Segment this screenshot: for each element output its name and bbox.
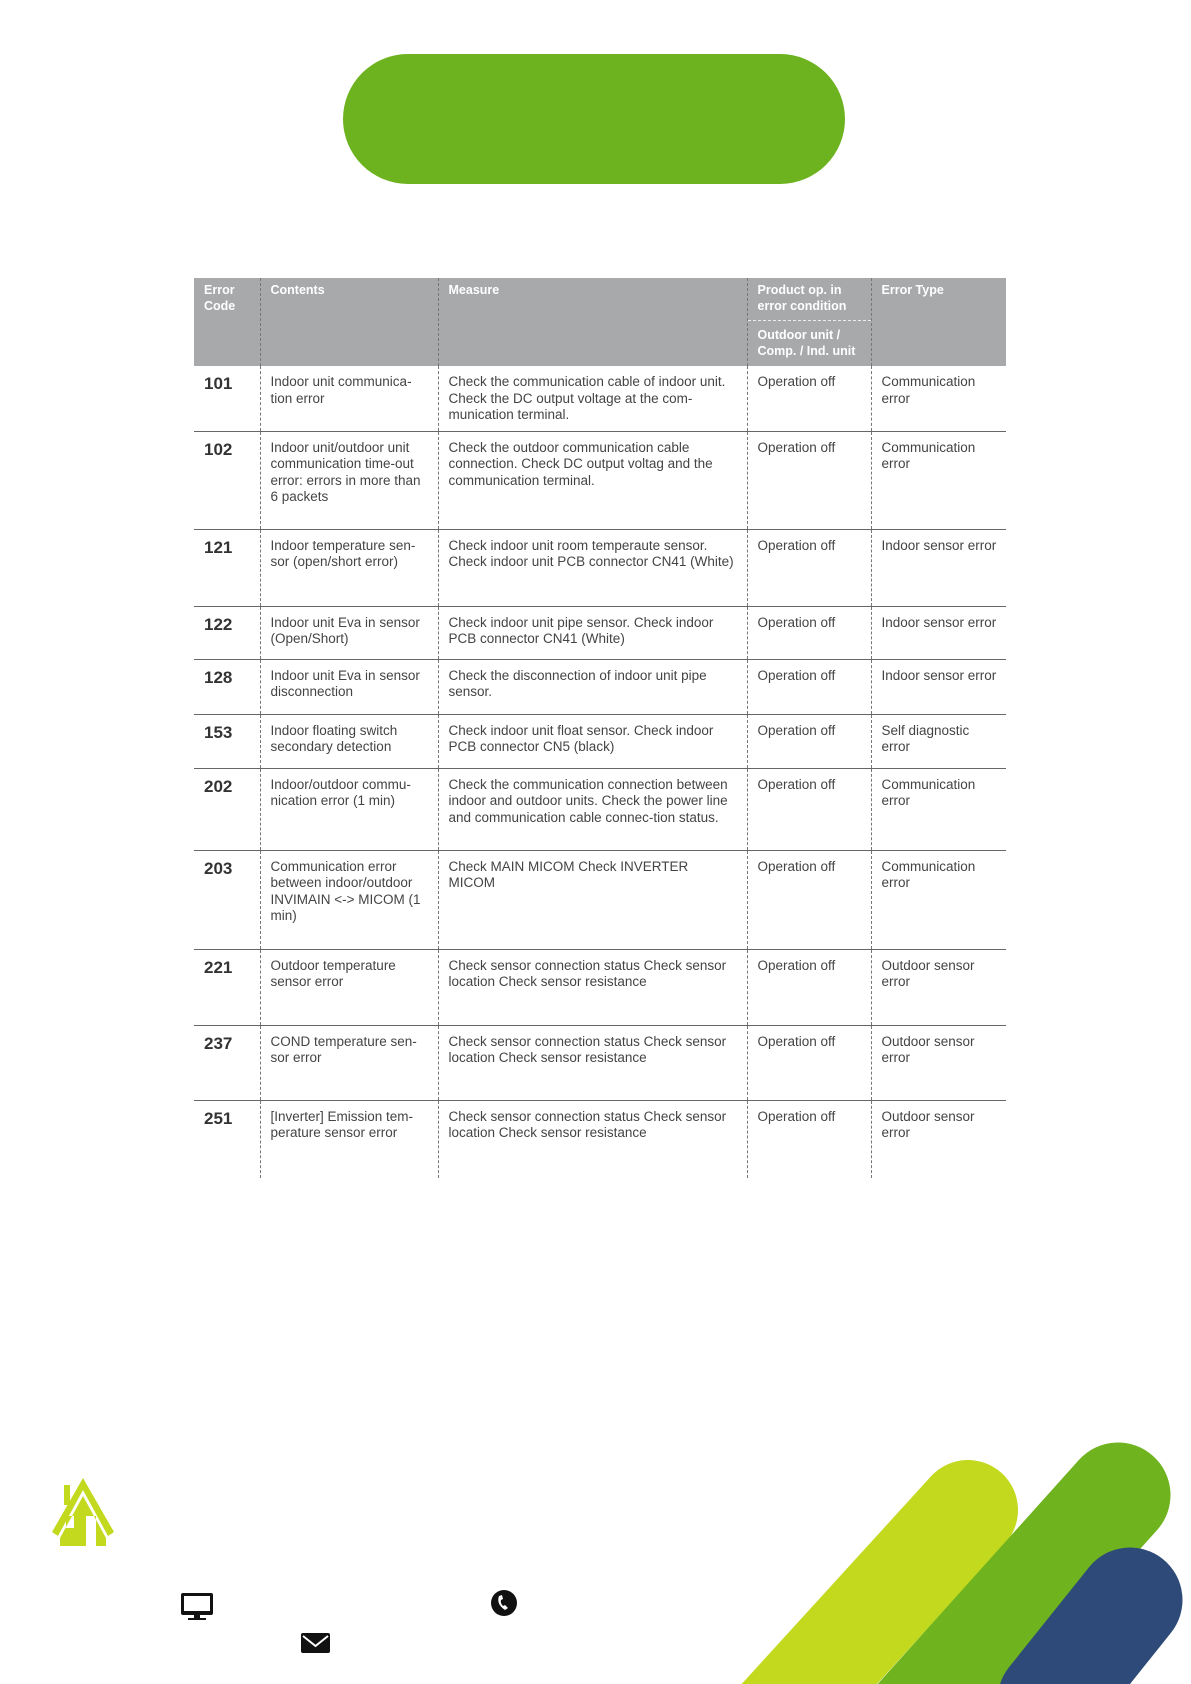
contents-cell: Indoor unit Eva in sensor (Open/Short) — [260, 606, 438, 659]
error-code-cell: 102 — [194, 431, 260, 529]
error-type-cell: Communication error — [871, 366, 1006, 431]
error-code-cell: 202 — [194, 768, 260, 850]
error-code-cell: 221 — [194, 949, 260, 1025]
error-code-cell: 203 — [194, 850, 260, 949]
navy-stripe — [1050, 1600, 1130, 1684]
product-op-cell: Operation off — [747, 1100, 871, 1178]
header-error-type: Error Type — [871, 278, 1006, 366]
product-op-cell: Operation off — [747, 529, 871, 606]
measure-cell: Check sensor connection status Check sensor location Check sensor resistance — [438, 1100, 747, 1178]
header-error-code: Error Code — [194, 278, 260, 366]
contents-cell: Indoor unit communica-tion error — [260, 366, 438, 431]
error-code-cell: 101 — [194, 366, 260, 431]
product-op-cell: Operation off — [747, 1025, 871, 1100]
error-type-cell: Self diagnostic error — [871, 714, 1006, 768]
contents-cell: Communication error between indoor/outdoor INVIMAIN <-> MICOM (1 min) — [260, 850, 438, 949]
error-type-cell: Communication error — [871, 431, 1006, 529]
error-code-cell: 237 — [194, 1025, 260, 1100]
product-op-cell: Operation off — [747, 949, 871, 1025]
measure-cell: Check the disconnection of indoor unit pipe sensor. — [438, 659, 747, 714]
header-product-op-label: Product op. in error condition — [757, 283, 847, 313]
measure-cell: Check indoor unit pipe sensor. Check indoor PCB connector CN41 (White) — [438, 606, 747, 659]
header-product-op-sub: Outdoor unit / Comp. / Ind. unit — [748, 320, 871, 359]
error-type-cell: Outdoor sensor error — [871, 1025, 1006, 1100]
measure-cell: Check the outdoor communication cable connection. Check DC output voltag and the communication terminal. — [438, 431, 747, 529]
product-op-cell: Operation off — [747, 431, 871, 529]
contents-cell: [Inverter] Emission tem-perature sensor error — [260, 1100, 438, 1178]
error-type-cell: Outdoor sensor error — [871, 1100, 1006, 1178]
product-op-cell: Operation off — [747, 606, 871, 659]
error-code-cell: 122 — [194, 606, 260, 659]
product-op-cell: Operation off — [747, 768, 871, 850]
phone-icon — [491, 1590, 517, 1616]
measure-cell: Check the communication connection between indoor and outdoor units. Check the power line and communication cable connec-tion status. — [438, 768, 747, 850]
header-measure: Measure — [438, 278, 747, 366]
product-op-cell: Operation off — [747, 366, 871, 431]
measure-cell: Check indoor unit float sensor. Check indoor PCB connector CN5 (black) — [438, 714, 747, 768]
home-icon — [52, 1478, 114, 1546]
error-type-cell: Indoor sensor error — [871, 659, 1006, 714]
contents-cell: COND temperature sen-sor error — [260, 1025, 438, 1100]
measure-cell: Check the communication cable of indoor unit. Check the DC output voltage at the com-munication terminal. — [438, 366, 747, 431]
product-op-cell: Operation off — [747, 659, 871, 714]
error-code-cell: 251 — [204, 1108, 233, 1128]
header-contents: Contents — [260, 278, 438, 366]
error-type-cell: Communication error — [871, 850, 1006, 949]
measure-cell: Check indoor unit room temperaute sensor. Check indoor unit PCB connector CN41 (White) — [438, 529, 747, 606]
contents-cell: Indoor unit/outdoor unit communication time-out error: errors in more than 6 packets — [260, 431, 438, 529]
contents-cell: Indoor temperature sen-sor (open/short error) — [260, 529, 438, 606]
error-code-cell: 153 — [194, 714, 260, 768]
measure-cell: Check sensor connection status Check sensor location Check sensor resistance — [438, 949, 747, 1025]
measure-cell: Check sensor connection status Check sensor location Check sensor resistance — [438, 1025, 747, 1100]
error-code-cell: 128 — [194, 659, 260, 714]
error-type-cell: Communication error — [871, 768, 1006, 850]
product-op-cell: Operation off — [747, 714, 871, 768]
product-op-cell: Operation off — [747, 850, 871, 949]
contents-cell: Indoor floating switch secondary detection — [260, 714, 438, 768]
error-type-cell: Outdoor sensor error — [871, 949, 1006, 1025]
contents-cell: Indoor/outdoor commu-nication error (1 min) — [260, 768, 438, 850]
error-code-cell: 121 — [194, 529, 260, 606]
monitor-icon — [181, 1593, 213, 1620]
mail-icon — [301, 1633, 330, 1653]
contents-cell: Outdoor temperature sensor error — [260, 949, 438, 1025]
error-type-cell: Indoor sensor error — [871, 529, 1006, 606]
error-type-cell: Indoor sensor error — [871, 606, 1006, 659]
contents-cell: Indoor unit Eva in sensor disconnection — [260, 659, 438, 714]
measure-cell: Check MAIN MICOM Check INVERTER MICOM — [438, 850, 747, 949]
